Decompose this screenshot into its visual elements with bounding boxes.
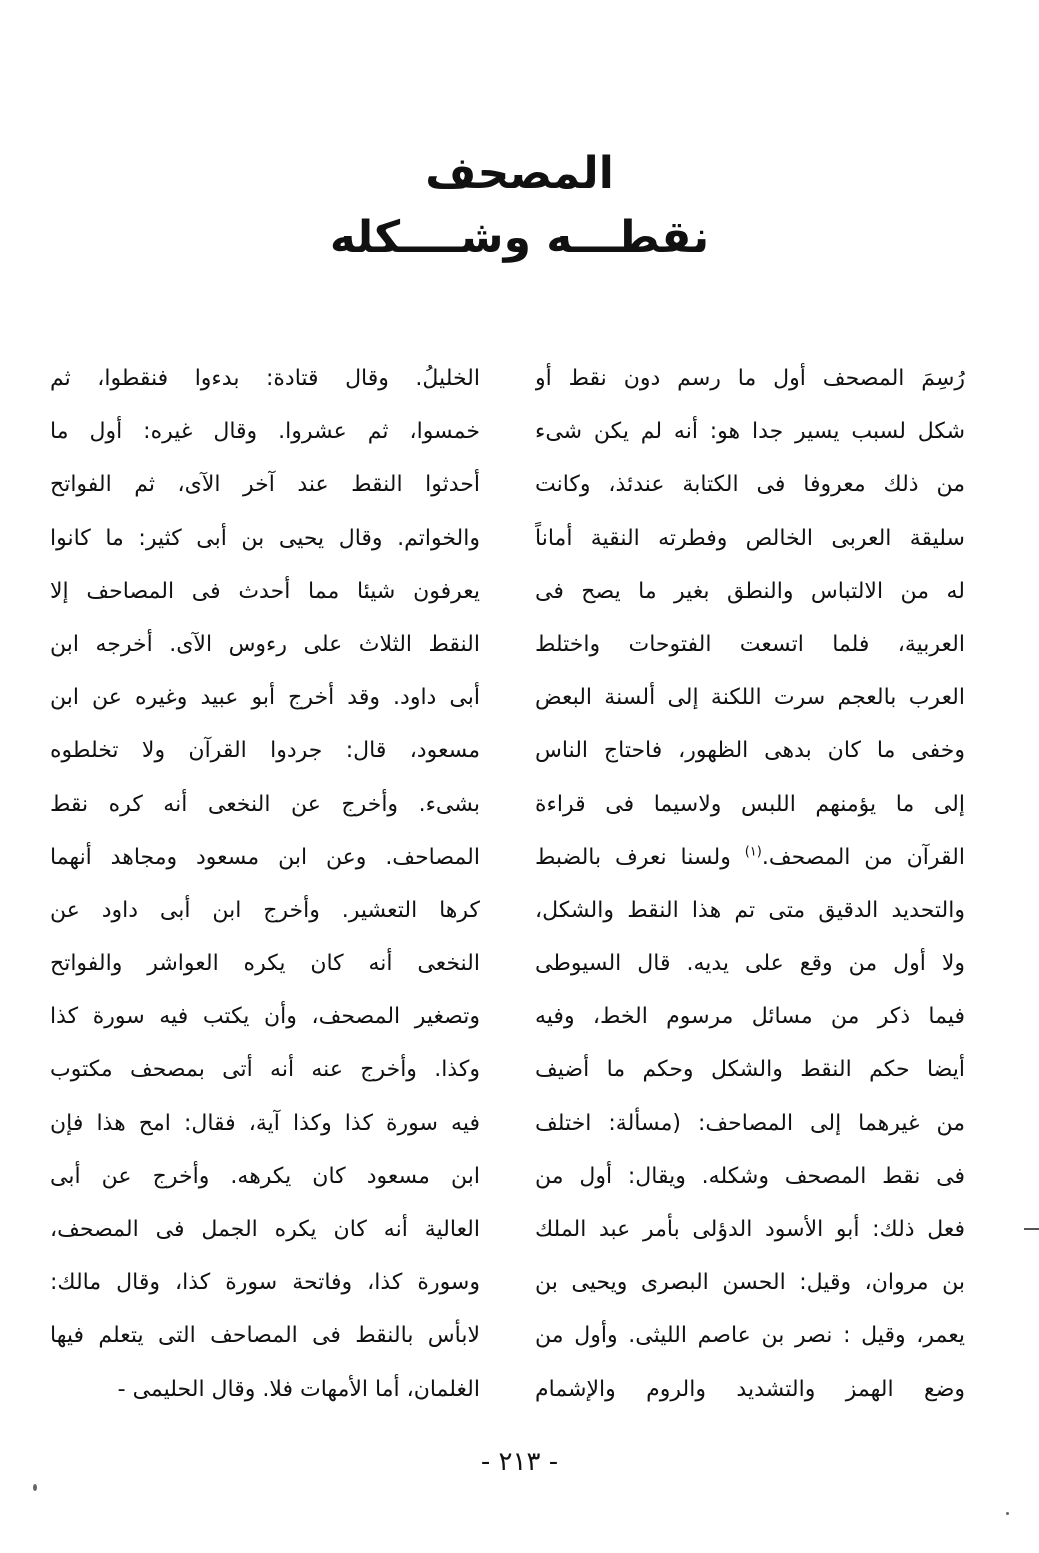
text-line: ابن مسعود كان يكرهه. وأخرج عن أبى: [50, 1163, 480, 1189]
text-line: وضع الهمز والتشديد والروم والإشمام: [535, 1376, 965, 1402]
text-line: الخليلُ. وقال قتادة: بدءوا فنقطوا، ثم: [50, 366, 480, 391]
text-line: الغلمان، أما الأمهات فلا. وقال الحليمى -: [117, 1376, 480, 1402]
text-line: النقط الثلاث على رءوس الآى. أخرجه ابن: [50, 631, 480, 657]
footnote-reference[interactable]: (١): [744, 844, 762, 860]
text-line: فى نقط المصحف وشكله. ويقال: أول من: [535, 1163, 965, 1189]
text-line: والخواتم. وقال يحيى بن أبى كثير: ما كانوا: [50, 525, 480, 551]
text-line: يعرفون شيئا مما أحدث فى المصاحف إلا: [50, 578, 480, 604]
text-line: ولا أول من وقع على يديه. قال السيوطى: [535, 951, 965, 977]
page-subtitle: نقطـــه وشــــكله: [329, 212, 710, 263]
text-line: النخعى أنه كان يكره العواشر والفواتح: [50, 951, 480, 977]
text-segment: ولسنا نعرف بالضبط: [535, 844, 731, 870]
text-line: العربية، فلما اتسعت الفتوحات واختلط: [535, 631, 965, 657]
text-line: وسورة كذا، وفاتحة سورة كذا، وقال مالك:: [50, 1270, 480, 1296]
text-line: يعمر، وقيل : نصر بن عاصم الليثى. وأول من: [535, 1323, 965, 1349]
text-line: خمسوا، ثم عشروا. وقال غيره: أول ما: [50, 419, 480, 445]
text-line: المصاحف. وعن ابن مسعود ومجاهد أنهما: [50, 844, 480, 870]
text-line: فيما ذكر من مسائل مرسوم الخط، وفيه: [535, 1004, 965, 1030]
text-line: من ذلك معروفا فى الكتابة عندئذ، وكانت: [535, 472, 965, 498]
left-text-column: [50, 352, 480, 1416]
margin-mark: [1024, 1228, 1039, 1230]
page-title: المصحف: [425, 148, 614, 199]
text-line: سليقة العربى الخالص وفطرته النقية أماناً: [535, 525, 965, 551]
text-line: بشىء. وأخرج عن النخعى أنه كره نقط: [50, 791, 480, 817]
text-line: أبى داود. وقد أخرج أبو عبيد وغيره عن ابن: [50, 685, 480, 711]
scan-speck: [1006, 1512, 1009, 1515]
text-line: لابأس بالنقط فى المصاحف التى يتعلم فيها: [50, 1323, 480, 1349]
text-line: فيه سورة كذا وكذا آية، فقال: امح هذا فإن: [50, 1110, 480, 1136]
text-segment: القرآن من المصحف.: [761, 844, 965, 870]
text-line: وتصغير المصحف، وأن يكتب فيه سورة كذا: [50, 1004, 480, 1030]
text-line: العالية أنه كان يكره الجمل فى المصحف،: [50, 1217, 480, 1242]
right-text-column: [535, 352, 965, 1416]
scan-speck: [33, 1484, 37, 1491]
text-line: والتحديد الدقيق متى تم هذا النقط والشكل،: [535, 897, 965, 923]
text-line: أحدثوا النقط عند آخر الآى، ثم الفواتح: [50, 472, 480, 498]
text-line: رُسِمَ المصحف أول ما رسم دون نقط أو: [535, 366, 965, 391]
text-line: وخفى ما كان بدهى الظهور، فاحتاج الناس: [535, 738, 965, 764]
text-line-with-footnote: [535, 831, 965, 884]
text-line: العرب بالعجم سرت اللكنة إلى ألسنة البعض: [535, 685, 965, 711]
text-line: كرها التعشير. وأخرج ابن أبى داود عن: [50, 897, 480, 923]
page-number: - ٢١٣ -: [480, 1447, 559, 1477]
text-line: وكذا. وأخرج عنه أنه أتى بمصحف مكتوب: [50, 1057, 480, 1083]
text-line: بن مروان، وقيل: الحسن البصرى ويحيى بن: [535, 1270, 965, 1296]
text-line: من غيرهما إلى المصاحف: (مسألة: اختلف: [535, 1110, 965, 1136]
text-line: مسعود، قال: جردوا القرآن ولا تخلطوه: [50, 738, 480, 764]
text-line: له من الالتباس والنطق بغير ما يصح فى: [535, 578, 965, 604]
text-line: أيضا حكم النقط والشكل وحكم ما أضيف: [535, 1057, 965, 1083]
text-line: فعل ذلك: أبو الأسود الدؤلى بأمر عبد الملك: [535, 1217, 965, 1242]
text-line: شكل لسبب يسير جدا هو: أنه لم يكن شىء: [535, 419, 965, 445]
text-line: إلى ما يؤمنهم اللبس ولاسيما فى قراءة: [535, 791, 965, 817]
